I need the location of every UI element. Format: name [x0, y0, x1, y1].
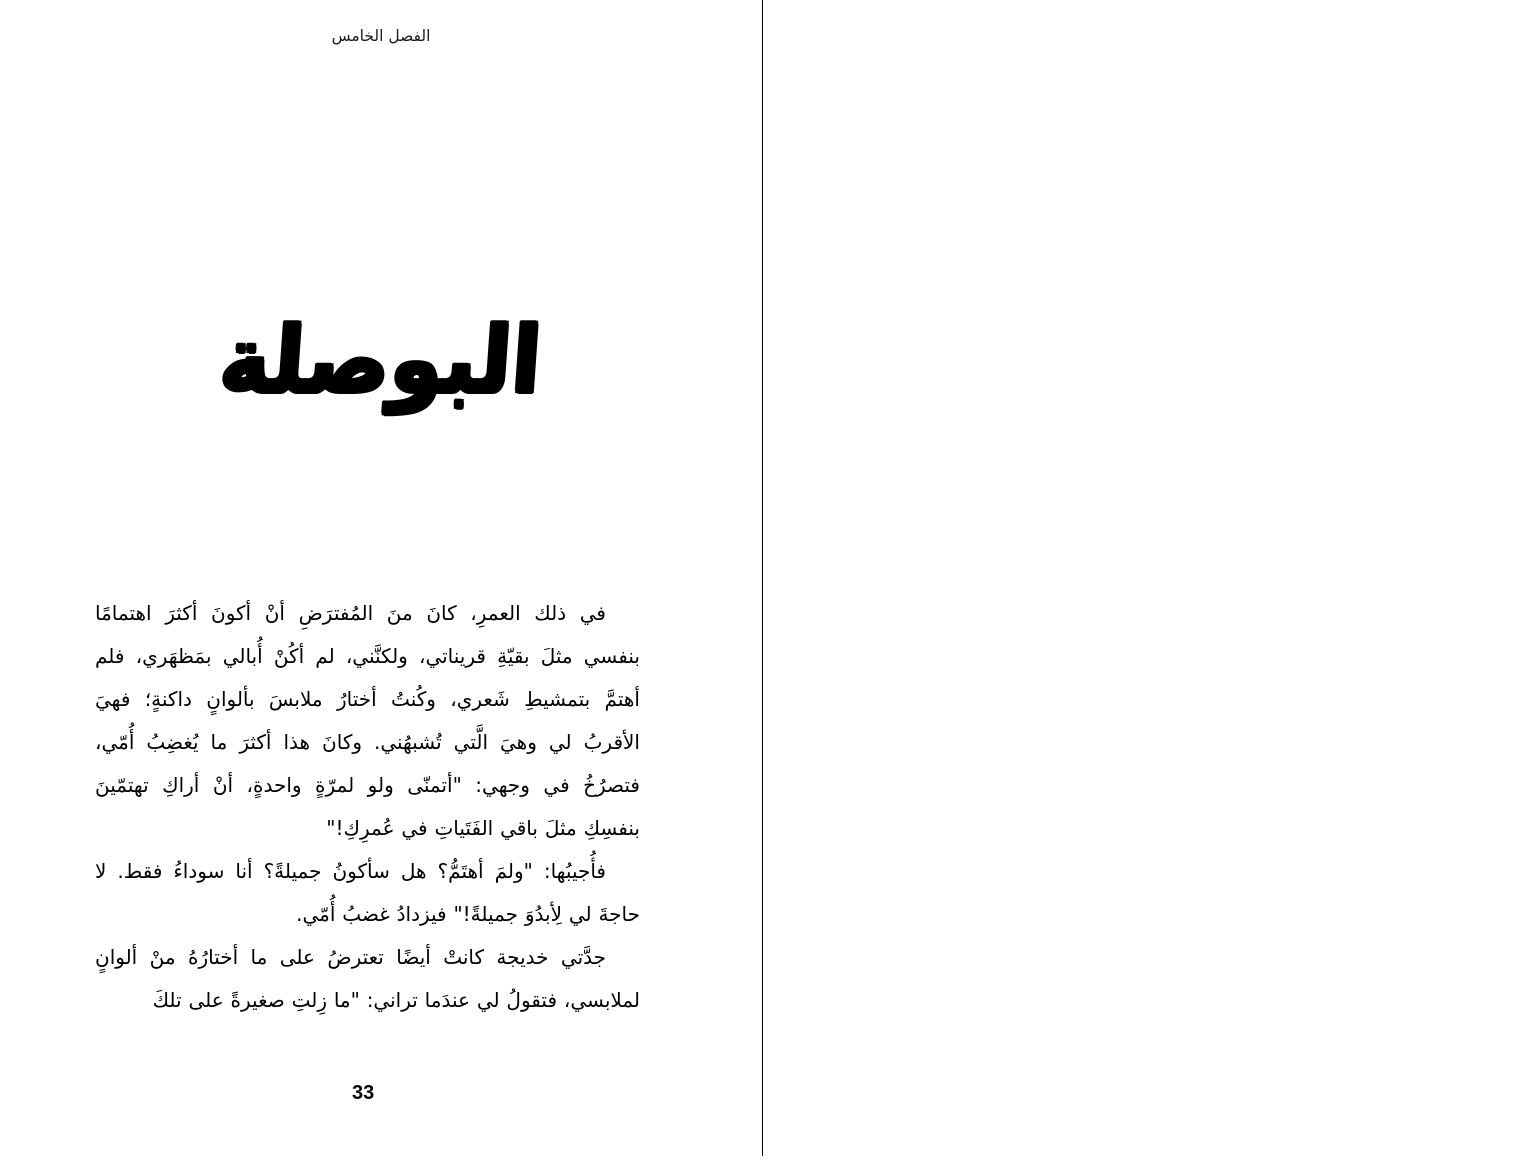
body-text-block: [95, 592, 640, 1022]
chapter-title: البوصلة: [216, 308, 546, 414]
running-head: الفصل الخامس: [331, 27, 431, 45]
page-number: 33: [352, 1082, 375, 1104]
body-paragraph: جدَّتي خديجة كانتْ أيضًا تعترضُ على ما أختارُهُ منْ ألوانٍ لملابسي، فتقولُ لي عندَما تراني: "ما زِلتِ صغيرةً على تلكَ: [95, 945, 640, 1012]
chapter-title-block: [0, 308, 762, 448]
body-paragraph: فأُجيبُها: "ولمَ أهتَمُّ؟ هل سأكونُ جميلةً؟ أنا سوداءُ فقط. لا حاجةَ لي لِأبدُوَ جميلةً!" فيزدادُ غضبُ أُمّي.: [95, 859, 640, 926]
facing-page-blank: [763, 0, 1524, 1169]
body-paragraph: في ذلك العمرِ، كانَ منَ المُفترَضِ أنْ أكونَ أكثرَ اهتمامًا بنفسي مثلَ بقيّةِ قريناتي، ولكنَّني، لم أكُنْ أُبالي بمَظهَري، فلم أهتمَّ بتمشيطِ شَعري، وكُنتُ أختارُ ملابسَ بألوانٍ داكنةٍ؛ فهيَ الأقربُ لي وهيَ الَّتي تُشبهُني. وكانَ هذا أكثرَ ما يُغضِبُ أُمّي، فتصرُخُ في وجهي: "أتمنّى ولو لمرّةٍ واحدةٍ، أنْ أراكِ تهتمّينَ بنفسِكِ مثلَ باقي الفَتَياتِ في عُمرِكِ!": [95, 601, 640, 840]
